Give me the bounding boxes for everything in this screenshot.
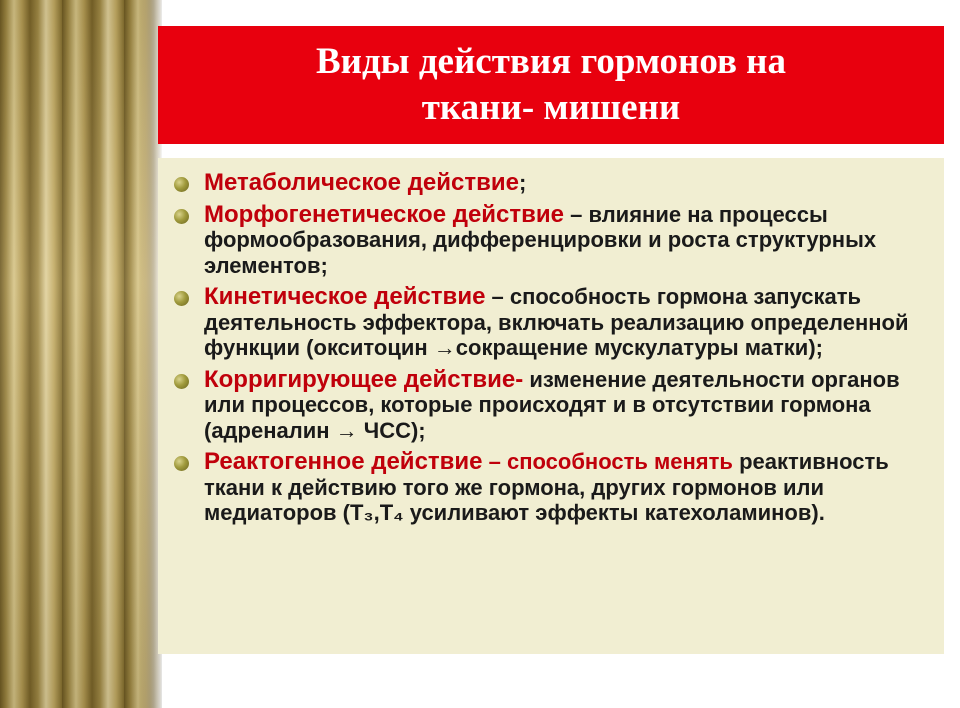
- bullet-icon: [174, 456, 189, 471]
- bullet-icon: [174, 177, 189, 192]
- bullet-list: [174, 170, 920, 526]
- list-item: [174, 367, 920, 444]
- item-description: – способность гормона запускать деятельность эффектора, включать реализацию определенной функции (окситоцин →сокращение мускулатуры матки);: [204, 284, 909, 360]
- bullet-icon: [174, 291, 189, 306]
- list-item: [174, 170, 920, 196]
- item-description-highlight: – способность менять: [482, 449, 733, 474]
- title-line-2: ткани- мишени: [421, 87, 681, 128]
- content-panel: [158, 158, 944, 654]
- item-term: Реактогенное действие: [204, 448, 483, 475]
- item-description: ;: [519, 170, 527, 195]
- item-term: Морфогенетическое действие: [204, 200, 565, 228]
- gold-curtain-decoration: [0, 0, 162, 708]
- item-description: реактивность ткани к действию того же гормона, других гормонов или медиаторов (Т₃,Т₄ усиливают эффекты катехоламинов).: [204, 449, 889, 525]
- item-description: – влияние на процессы формообразования, дифференцировки и роста структурных элементов;: [204, 201, 877, 278]
- list-item: [174, 284, 920, 361]
- list-item: [174, 202, 920, 279]
- list-item: [174, 449, 920, 526]
- bullet-icon: [174, 209, 189, 224]
- item-term: Корригирующее действие-: [204, 365, 524, 393]
- item-term: Метаболическое действие: [204, 169, 519, 196]
- slide-title: [316, 39, 786, 131]
- item-term: Кинетическое действие: [204, 283, 486, 310]
- item-description: изменение деятельности органов или процессов, которые происходят и в отсутствии гормона (адреналин → ЧСС);: [204, 366, 900, 443]
- title-line-1: Виды действия гормонов на: [315, 41, 787, 82]
- title-banner: [158, 26, 944, 144]
- bullet-icon: [174, 374, 189, 389]
